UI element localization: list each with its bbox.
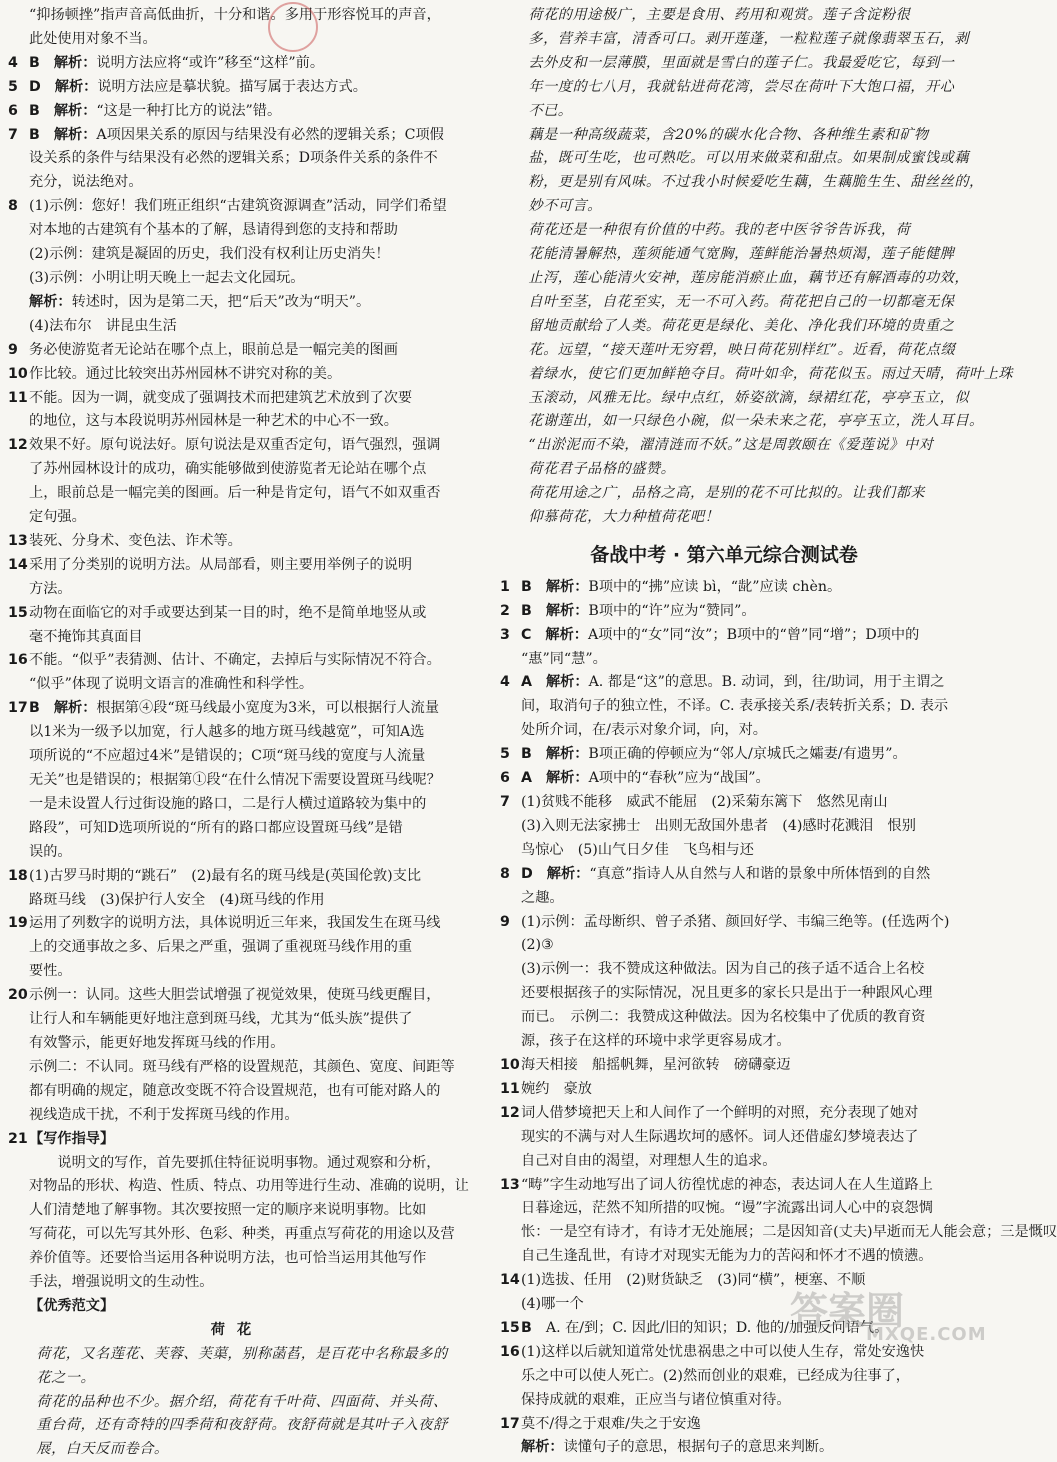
answer-body — [29, 697, 466, 864]
answer-choice: B — [29, 126, 40, 143]
answer-item — [8, 4, 466, 52]
answer-body — [521, 743, 948, 767]
text-line: (2)③ — [521, 937, 554, 954]
answer-body — [29, 100, 466, 124]
text-line: “似乎”体现了说明文语言的准确性和科学性。 — [29, 676, 314, 693]
analysis-label: 解析： — [53, 54, 97, 71]
question-number: 13 — [8, 532, 28, 549]
text-line: 荷花的用途极广，主要是食用、药用和观赏。莲子含淀粉很 — [528, 7, 911, 23]
essay-paragraph — [500, 124, 984, 220]
text-line: 处所介词，在/表示对象介词，向，对。 — [521, 722, 767, 739]
text-line: 盐，既可生吃，也可熟吃。可以用来做菜和甜点。如果制成蜜饯或藕 — [528, 150, 970, 167]
text-line: (1)这样以后就知道常处忧患祸患之中可以使人生存，常处安逸快 — [521, 1343, 925, 1360]
question-number: 7 — [8, 126, 18, 143]
text-line: 不已。 — [528, 102, 573, 119]
analysis-label: 解析： — [53, 126, 97, 143]
text-line: 玉滚动，风雅无比。绿中点红，娇姿欲滴，绿裙红花，亭亭玉立，似 — [528, 389, 970, 406]
answer-body — [521, 1102, 948, 1174]
text-line: (1)示例：孟母断织、曾子杀猪、颜回好学、韦编三绝等。(任选两个) — [521, 913, 950, 930]
answer-body — [29, 530, 466, 554]
analysis-label: 【优秀范文】 — [29, 1297, 115, 1314]
right-column — [500, 4, 1057, 1460]
question-number: 13 — [500, 1176, 520, 1193]
model-essay-continued — [500, 4, 1014, 530]
answer-choice: B — [521, 1319, 532, 1336]
answer-item — [8, 602, 466, 650]
text-line: 项所说的“不应超过4米”是错误的；C项“斑马线的宽度与人流量 — [29, 748, 426, 765]
answer-body — [29, 1295, 466, 1319]
question-number: 12 — [500, 1104, 520, 1121]
text-line: 着绿水，使它们更加鲜艳夺目。荷叶如伞，荷花似玉。雨过天晴，荷叶上珠 — [528, 365, 1014, 382]
answer-item — [500, 863, 948, 911]
text-line: 务必使游览者无论站在哪个点上，眼前总是一幅完美的图画 — [29, 341, 398, 358]
text-line: 藕是一种高级蔬菜，含20%的碳水化合物、各种维生素和矿物 — [528, 126, 929, 143]
question-number: 21 — [8, 1130, 28, 1147]
text-line: A 解析：A. 都是“这”的意思。B. 动词，到，往/助词，用于主谓之 — [521, 674, 945, 691]
question-number: 15 — [8, 604, 28, 621]
answer-body — [29, 912, 466, 984]
watermark-text: 答案圈 — [790, 1289, 905, 1333]
answer-body — [521, 1054, 948, 1078]
answer-body — [29, 1128, 466, 1152]
answer-item — [8, 984, 466, 1127]
answer-body — [521, 1341, 948, 1413]
text-line: 了苏州园林设计的成功，确实能够做到使游览者无论站在哪个点 — [29, 461, 427, 478]
text-line: 视线造成干扰，不利于发挥斑马线的作用。 — [29, 1106, 299, 1123]
text-line: 的地位，这与本段说明苏州园林是一种艺术的中心不一致。 — [29, 413, 398, 430]
answer-body — [29, 984, 466, 1127]
question-number: 5 — [8, 78, 18, 95]
analysis-label: 解析： — [546, 865, 590, 882]
answer-item — [8, 697, 466, 864]
text-line: 让行人和车辆能更好地注意到斑马线，尤其为“低头族”提供了 — [29, 1011, 413, 1028]
answer-body — [29, 865, 466, 913]
analysis-label: 解析： — [545, 626, 588, 643]
text-line: (2)示例：建筑是凝固的历史，我们没有权利让历史消失！ — [29, 246, 390, 263]
answer-item — [8, 291, 466, 315]
text-line: 多，营养丰富，清香可口。剥开莲蓬，一粒粒莲子就像翡翠玉石，剥 — [528, 30, 970, 47]
question-number: 6 — [8, 102, 18, 119]
text-line: (1)选拔、任用 (2)财货缺乏 (3)同“横”，梗塞、不顺 — [521, 1272, 866, 1289]
answer-body — [29, 649, 466, 697]
answer-item — [500, 624, 948, 672]
text-line: B A. 在/到；C. 因此/旧的知识；D. 他的/加强反问语气。 — [521, 1319, 889, 1336]
text-line: 婉约 豪放 — [521, 1080, 592, 1097]
analysis-label: 解析： — [545, 578, 589, 595]
text-line: 现实的不满与对人生际遇坎坷的感怀。词人还借虚幻梦境表达了 — [521, 1128, 919, 1145]
text-line: 作比较。通过比较突出苏州园林不讲究对称的美。 — [29, 365, 342, 382]
answer-choice: A — [521, 674, 532, 691]
analysis-label: 解析： — [545, 746, 589, 763]
question-number: 2 — [500, 602, 510, 619]
answer-choice: B — [29, 700, 40, 717]
text-line: 妙不可言。 — [528, 198, 602, 215]
text-line: 毫不掩饰其真面目 — [29, 628, 143, 645]
text-line: 上的交通事故之多、后果之严重，强调了重视斑马线作用的重 — [29, 939, 413, 956]
left-column — [8, 4, 469, 1462]
answer-item — [500, 1174, 1057, 1270]
answer-body — [29, 602, 466, 650]
text-line: 无关”也是错误的；根据第①段“在什么情况下需要设置斑马线呢？ — [29, 772, 441, 788]
text-line: “畴”字生动地写出了词人彷徨忧虑的神态，表达词人在人生道路上 — [521, 1176, 933, 1193]
answer-choice: B — [521, 578, 532, 595]
text-line: (1)示例：您好！我们班正组织“古建筑资源调查”活动，同学们希望 — [29, 198, 447, 215]
answer-item — [8, 1295, 466, 1319]
text-line: 方法。 — [29, 580, 72, 597]
answer-item — [8, 530, 466, 554]
analysis-label: 解析： — [545, 602, 589, 619]
analysis-label: 解析： — [545, 674, 589, 691]
answer-body — [29, 339, 466, 363]
text-line: 荷花君子品格的盛赞。 — [528, 461, 676, 478]
analysis-label: 解析： — [53, 700, 97, 717]
text-line: 荷花，又名莲花、芙蓉、芙蕖，别称菡萏，是百花中名称最多的 — [36, 1345, 448, 1362]
answer-item — [8, 387, 466, 435]
text-line: B 解析：根据第④段“斑马线最小宽度为3米，可以根据行人流量 — [29, 700, 440, 717]
text-line: 手法，增强说明文的生动性。 — [29, 1274, 214, 1291]
answer-body — [29, 291, 466, 315]
answer-choice: C — [521, 626, 532, 643]
text-line: 示例二：不认同。斑马线有严格的设置规范，其颜色、宽度、间距等 — [29, 1058, 455, 1075]
answer-item — [500, 743, 948, 767]
text-line: 设关系的条件与结果没有必然的逻辑关系；D项条件关系的条件不 — [29, 150, 438, 167]
answer-choice: A — [521, 770, 532, 787]
text-line: 装死、分身术、变色法、诈术等。 — [29, 532, 242, 549]
answer-item — [500, 576, 948, 600]
answer-body — [521, 1078, 948, 1102]
answer-body — [521, 863, 948, 911]
text-line — [29, 1128, 466, 1152]
text-line: 自叶至茎，自花至实，无一不可入药。荷花把自己的一切都毫无保 — [528, 293, 955, 310]
answer-body — [29, 4, 466, 52]
essay-title: 荷花 — [210, 1321, 264, 1338]
answer-body — [521, 911, 948, 1054]
answer-body — [29, 76, 466, 100]
text-line: 止泻，莲心能清火安神，莲房能消瘀止血，藕节还有解酒毒的功效， — [528, 269, 970, 286]
text-line: 保持成就的艰难，正应当与诸位慎重对待。 — [521, 1391, 791, 1408]
answer-item — [500, 911, 948, 1054]
question-number: 11 — [8, 389, 28, 406]
text-line: 充分，说法绝对。 — [29, 174, 143, 191]
question-number: 3 — [500, 626, 510, 643]
text-line: 自己对自由的渴望，对理想人生的追求。 — [521, 1152, 777, 1169]
answer-body — [29, 363, 466, 387]
analysis-label: 解析： — [521, 1439, 564, 1456]
question-number: 17 — [500, 1415, 520, 1432]
essay-paragraph — [8, 1391, 466, 1462]
answer-item — [500, 767, 948, 791]
text-line: (4)哪一个 — [521, 1296, 584, 1313]
text-line: 人们清楚地了解事物。其次要按照一定的顺序来说明事物。比如 — [29, 1202, 427, 1219]
answer-body — [29, 554, 466, 602]
text-line: 养价值等。还要恰当运用各种说明方法，也可恰当运用其他写作 — [29, 1250, 427, 1267]
question-number: 17 — [8, 700, 28, 717]
answer-body — [521, 1413, 948, 1437]
text-line: “抑扬顿挫”指声音高低曲折，十分和谐。多用于形容悦耳的声音， — [29, 7, 441, 23]
answer-body — [521, 600, 948, 624]
text-line: 效果不好。原句说法好。原句说法是双重否定句，语气强烈，强调 — [29, 437, 441, 454]
question-number: 16 — [500, 1343, 520, 1360]
question-number: 4 — [8, 54, 18, 71]
text-line: 海天相接 船摇帆舞，星河欲转 磅礴豪迈 — [521, 1056, 791, 1073]
text-line — [29, 1295, 466, 1319]
question-number: 14 — [8, 556, 28, 573]
answer-body — [29, 195, 466, 291]
text-line: B 解析：A项因果关系的原因与结果没有必然的逻辑关系；C项假 — [29, 126, 444, 143]
answer-choice: D — [521, 865, 533, 882]
answer-choice: B — [521, 602, 532, 619]
answer-choice: D — [29, 78, 41, 95]
text-line: 荷花的品种也不少。据介绍，荷花有千叶荷、四面荷、并头荷、 — [36, 1393, 448, 1410]
text-line: B 解析：B项中的“拂”应读 bì，“龀”应读 chèn。 — [521, 578, 842, 595]
text-line: 留地贡献给了人类。荷花更是绿化、美化、净化我们环境的贵重之 — [528, 317, 955, 334]
answer-choice: B — [29, 102, 40, 119]
text-line: 荷花还是一种很有价值的中药。我的老中医爷爷告诉我，荷 — [528, 222, 911, 239]
answer-item — [8, 124, 466, 196]
text-line: (3)示例：小明让明天晚上一起去文化园玩。 — [29, 269, 305, 286]
text-line: 重台荷，还有奇特的四季荷和夜舒荷。夜舒荷就是其叶子入夜舒 — [36, 1417, 448, 1434]
answer-body — [521, 767, 948, 791]
text-line: 不能。因为一调，就变成了强调技术而把建筑艺术放到了次要 — [29, 389, 413, 406]
essay-paragraph — [8, 1343, 466, 1391]
text-line: 去外皮和一层薄膜，里面就是雪白的莲子仁。我最爱吃它，每到一 — [528, 54, 955, 71]
analysis-label: 解析： — [29, 293, 72, 310]
text-line: 源，孩子在这样的环境中求学更容易成才。 — [521, 1033, 791, 1050]
question-number: 14 — [500, 1272, 520, 1289]
answer-item — [500, 1054, 948, 1078]
text-line: 而已。 示例二：我赞成这种做法。因为名校集中了优质的教育资 — [521, 1009, 926, 1026]
question-number: 18 — [8, 867, 28, 884]
text-line: 定句强。 — [29, 509, 86, 526]
essay-paragraph — [500, 219, 1014, 434]
seal-stamp — [268, 2, 318, 52]
essay-paragraph — [500, 482, 948, 530]
text-line: 自己生逢乱世，有诗才对现实无能为力的苦闷和怀才不遇的愤懑。 — [521, 1248, 933, 1265]
answer-item — [500, 1102, 948, 1174]
text-line: 对物品的形状、构造、性质、特点、功用等进行生动、准确的说明，让 — [29, 1178, 469, 1195]
text-line: 写荷花，可以先写其外形、色彩、种类，再重点写荷花的用途以及营 — [29, 1226, 455, 1243]
answer-item — [8, 315, 466, 339]
text-line: 花之一。 — [36, 1369, 96, 1386]
text-line: 动物在面临它的对手或要达到某一目的时，绝不是简单地竖从或 — [29, 604, 427, 621]
question-number: 10 — [500, 1056, 520, 1073]
question-number: 10 — [8, 365, 28, 382]
text-line: 鸟惊心 (5)山气日夕佳 飞鸟相与还 — [521, 841, 754, 858]
text-line: 有效警示，能更好地发挥斑马线的作用。 — [29, 1034, 285, 1051]
answer-item — [500, 1436, 948, 1460]
section-title: 备战中考 · 第六单元综合测试卷 — [590, 543, 858, 566]
text-line: 路斑马线 (3)保护行人安全 (4)斑马线的作用 — [29, 891, 325, 908]
question-number: 9 — [500, 913, 510, 930]
text-line: 花。远望，“接天莲叶无穷碧，映日荷花别样红”。近看，荷花点缀 — [528, 341, 956, 358]
text-line: (4)法布尔 讲昆虫生活 — [29, 317, 177, 334]
question-number: 20 — [8, 987, 28, 1004]
text-line: A 解析：A项中的“春秋”应为“战国”。 — [521, 770, 770, 787]
text-line: D 解析：说明方法应是摹状貌。描写属于表达方式。 — [29, 78, 367, 95]
text-line: B 解析：“这是一种打比方的说法”错。 — [29, 102, 282, 119]
question-number: 19 — [8, 915, 28, 932]
question-number: 11 — [500, 1080, 520, 1097]
question-number: 12 — [8, 437, 28, 454]
answer-item — [8, 1128, 466, 1152]
answer-body — [521, 1436, 948, 1460]
answer-item — [8, 195, 466, 291]
text-line: C 解析：A项中的“女”同“汝”；B项中的“曾”同“增”；D项中的 — [521, 626, 920, 643]
text-line: 上，眼前总是一幅完美的图画。后一种是肯定句，语气不如双重否 — [29, 485, 441, 502]
text-line: “出淤泥而不染，濯清涟而不妖。”这是周敦颐在《爱莲说》中对 — [528, 437, 934, 454]
answer-item — [500, 600, 948, 624]
text-line: 不能。“似乎”表猜测、估计、不确定，去掉后与实际情况不符合。 — [29, 652, 441, 669]
text-line: 年一度的七八月，我就钻进荷花湾，尝尽在荷叶下大饱口福，开心 — [528, 78, 955, 95]
text-line: 仰慕荷花，大力种植荷花吧！ — [528, 509, 720, 526]
question-number: 16 — [8, 652, 28, 669]
question-number: 8 — [8, 198, 18, 215]
text-line: 花谢莲出，如一只绿色小碗，似一朵未来之花，亭亭玉立，洗人耳目。 — [528, 413, 984, 430]
text-line: 展，白天反而卷合。 — [36, 1441, 169, 1458]
question-number: 4 — [500, 674, 510, 691]
answer-body — [521, 624, 948, 672]
text-line: 示例一：认同。这些大胆尝试增强了视觉效果，使斑马线更醒目， — [29, 987, 441, 1004]
text-line: 之趣。 — [521, 889, 564, 906]
text-line: 还要根据孩子的实际情况，况且更多的家长只是出于一种跟风心理 — [521, 985, 933, 1002]
model-essay — [8, 1343, 466, 1462]
text-line: 误的。 — [29, 843, 72, 860]
text-line: 词人借梦境把天上和人间作了一个鲜明的对照，充分表现了她对 — [521, 1104, 919, 1121]
text-line: (1)古罗马时期的“跳石” (2)最有名的斑马线是(英国伦敦)支比 — [29, 867, 422, 884]
text-line: 要性。 — [29, 963, 72, 980]
text-line: 乐之中可以使人死亡。(2)然而创业的艰难，已经成为往事了， — [521, 1367, 910, 1384]
text-line: 对本地的古建筑有个基本的了解，恳请得到您的支持和帮助 — [29, 222, 398, 239]
answer-item — [500, 1078, 948, 1102]
text-line: 路段”，可知D选项所说的“所有的路口都应设置斑马线”是错 — [29, 819, 403, 836]
text-line: 此处使用对象不当。 — [29, 30, 157, 47]
essay-paragraph — [500, 434, 948, 482]
essay-paragraph — [500, 4, 970, 124]
text-line: “惠”同“慧”。 — [521, 650, 607, 667]
question-number: 15 — [500, 1319, 520, 1336]
answer-item — [8, 76, 466, 100]
answer-body — [521, 576, 948, 600]
answer-choice: B — [29, 54, 40, 71]
answer-item — [8, 434, 466, 530]
text-line: 都有明确的规定，随意改变既不符合设置规范，也有可能对路人的 — [29, 1082, 441, 1099]
text-line: 一是未设置人行过街设施的路口，二是行人横过道路较为集中的 — [29, 795, 427, 812]
answer-item — [500, 1413, 948, 1437]
text-line: (3)示例一：我不赞成这种做法。因为自己的孩子适不适合上名校 — [521, 961, 925, 978]
answer-item — [8, 865, 466, 913]
answer-item — [500, 1341, 948, 1413]
text-line: 采用了分类别的说明方法。从局部看，则主要用举例子的说明 — [29, 556, 413, 573]
text-line: 日暮途远，茫然不知所措的叹惋。“谩”字流露出词人心中的哀怨惆 — [521, 1200, 933, 1217]
text-line: 间，取消句子的独立性，不译。C. 表承接关系/表转折关系；D. 表示 — [521, 698, 949, 715]
text-line: 荷花用途之广，品格之高，是别的花不可比拟的。让我们都来 — [528, 485, 925, 502]
answer-body — [29, 124, 466, 196]
text-line: 花能清暑解热，莲须能通气宽胸，莲鲜能治暑热烦渴，莲子能健脾 — [528, 246, 955, 263]
question-number: 8 — [500, 865, 510, 882]
text-line: B 解析：B项中的“许”应为“赞同”。 — [521, 602, 756, 619]
answer-body — [29, 315, 466, 339]
answer-choice: B — [521, 746, 532, 763]
text-line: (3)入则无法家拂士 出则无敌国外患者 (4)感时花溅泪 恨别 — [521, 817, 916, 834]
answer-item — [8, 339, 466, 363]
text-line: 说明文的写作，首先要抓住特征说明事物。通过观察和分析， — [29, 1154, 441, 1171]
answer-body — [29, 387, 466, 435]
question-number: 7 — [500, 794, 510, 810]
text-line: 解析：转述时，因为是第二天，把“后天”改为“明天”。 — [29, 293, 371, 310]
text-line: 以1米为一级予以加宽，行人越多的地方斑马线越宽”，可知A选 — [29, 724, 425, 741]
watermark-url: MXQE.COM — [866, 1324, 987, 1345]
analysis-label: 解析： — [54, 78, 98, 95]
answer-body — [521, 1174, 1057, 1270]
analysis-label: 【写作指导】 — [29, 1130, 115, 1147]
text-line: D 解析：“真意”指诗人从自然与人和谐的景象中所体悟到的自然 — [521, 865, 931, 882]
answer-item — [8, 1152, 469, 1295]
text-line: 粉，更是别有风味。不过我小时候爱吃生藕，生藕脆生生、甜丝丝的， — [528, 174, 984, 191]
analysis-label: 解析： — [53, 102, 97, 119]
analysis-label: 解析： — [545, 770, 589, 787]
answer-item — [8, 649, 466, 697]
question-number: 5 — [500, 746, 510, 763]
answer-item — [8, 912, 466, 984]
answer-item — [500, 671, 948, 743]
question-number: 1 — [500, 578, 510, 595]
answer-item — [8, 554, 466, 602]
text-line: 解析：读懂句子的意思，根据句子的意思来判断。 — [521, 1439, 834, 1456]
answer-item — [8, 100, 466, 124]
answer-body — [29, 434, 466, 530]
answer-body — [29, 1152, 469, 1295]
text-line: (1)贫贱不能移 威武不能屈 (2)采菊东篱下 悠然见南山 — [521, 794, 888, 810]
answer-item — [8, 363, 466, 387]
question-number: 9 — [8, 341, 18, 358]
text-line: 莫不/得之于艰难/失之于安逸 — [521, 1415, 701, 1432]
watermark-logo — [786, 1286, 992, 1345]
answer-item — [500, 791, 948, 863]
text-line: B 解析：B项正确的停顿应为“邻人/京城氏之孀妻/有遗男”。 — [521, 746, 907, 763]
answer-body — [521, 791, 948, 863]
answer-item — [8, 52, 466, 76]
answer-body — [521, 671, 948, 743]
answer-body — [29, 52, 466, 76]
text-line: 怅：一是空有诗才，有诗才无处施展；二是因知音(丈夫)早逝而无人能会意；三是慨叹 — [521, 1224, 1057, 1241]
text-line: B 解析：说明方法应将“或许”移至“这样”前。 — [29, 54, 325, 71]
text-line: 运用了列数字的说明方法，具体说明近三年来，我国发生在斑马线 — [29, 915, 441, 932]
question-number: 6 — [500, 770, 510, 787]
